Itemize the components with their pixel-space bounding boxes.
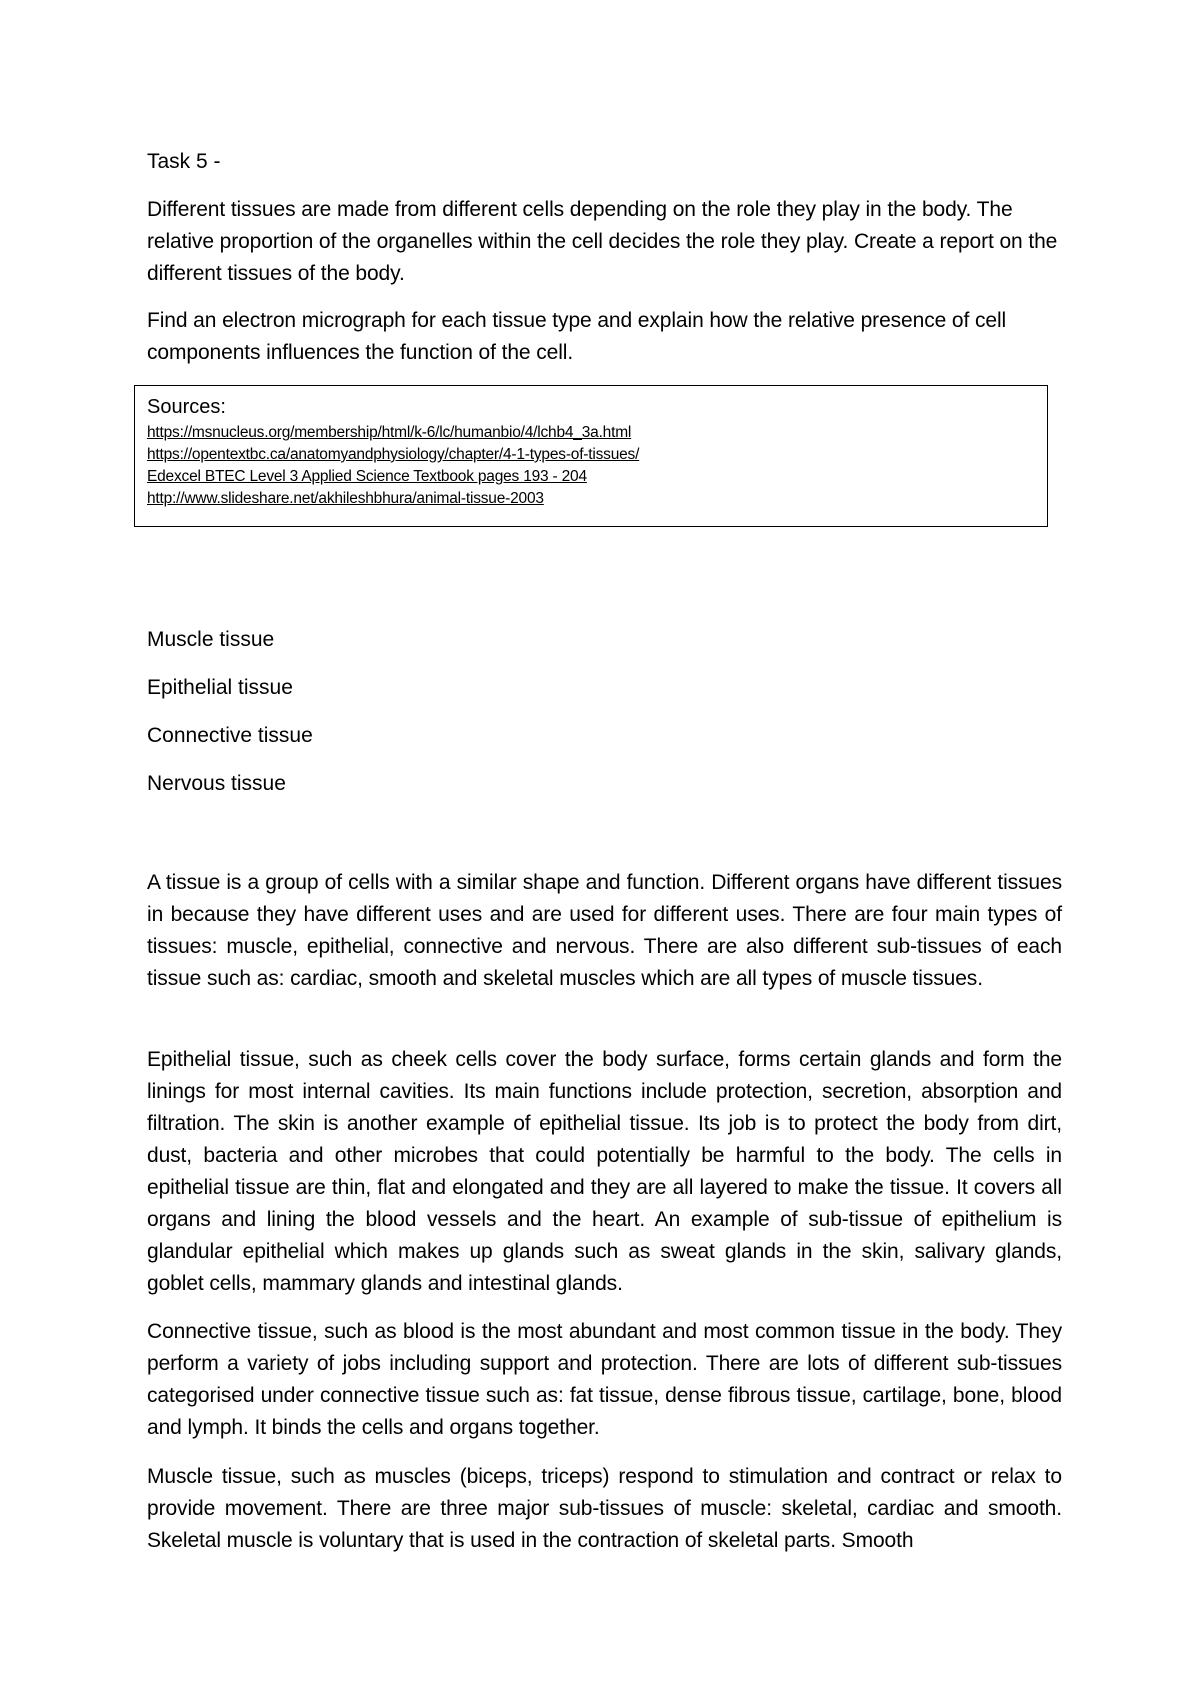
intro-paragraph-2: Find an electron micrograph for each tissue type and explain how the relative presence of cell components influences the function of the cell.	[147, 309, 1007, 364]
sources-box	[134, 385, 1048, 527]
tissue-list	[147, 626, 313, 818]
tissue-list-item-muscle: Muscle tissue	[147, 628, 275, 651]
tissue-list-item-epithelial: Epithelial tissue	[147, 676, 293, 699]
body-paragraph-connective: Connective tissue, such as blood is the most abundant and most common tissue in the body. They perform a variety of jobs including support and protection. There are lots of different sub-tissues categorised under connective tissue such as: fat tissue, dense fibrous tissue, cartilage, bone, blood and lymph. It binds the cells and organs together.	[147, 1320, 1062, 1439]
source-link-msnucleus[interactable]: https://msnucleus.org/membership/html/k-6/lc/humanbio/4/lchb4_3a.html	[147, 424, 632, 441]
sources-heading: Sources:	[147, 396, 226, 418]
source-link-opentextbc[interactable]: https://opentextbc.ca/anatomyandphysiology/chapter/4-1-types-of-tissues/	[147, 446, 640, 463]
intro-paragraph-1: Different tissues are made from different cells depending on the role they play in the body. The relative proportion of the organelles within the cell decides the role they play. Create a report on the different tissues of the body.	[147, 198, 1058, 285]
body-paragraph-epithelial: Epithelial tissue, such as cheek cells cover the body surface, forms certain glands and form the linings for most internal cavities. Its main functions include protection, secretion, absorption and filtration. The skin is another example of epithelial tissue. Its job is to protect the body from dirt, dust, bacteria and other microbes that could potentially be harmful to the body. The cells in epithelial tissue are thin, flat and elongated and they are all layered to make the tissue. It covers all organs and lining the blood vessels and the heart. An example of sub-tissue of epithelium is glandular epithelial which makes up glands such as sweat glands in the skin, salivary glands, goblet cells, mammary glands and intestinal glands.	[147, 1048, 1062, 1295]
task-title: Task 5 -	[147, 150, 221, 173]
tissue-list-item-connective: Connective tissue	[147, 724, 313, 747]
body-paragraph-tissue-definition: A tissue is a group of cells with a similar shape and function. Different organs have different tissues in because they have different uses and are used for different uses. There are four main types of tissues: muscle, epithelial, connective and nervous. There are also different sub-tissues of each tissue such as: cardiac, smooth and skeletal muscles which are all types of muscle tissues.	[147, 871, 1062, 990]
body-paragraph-muscle: Muscle tissue, such as muscles (biceps, triceps) respond to stimulation and contract or relax to provide movement. There are three major sub-tissues of muscle: skeletal, cardiac and smooth. Skeletal muscle is voluntary that is used in the contraction of skeletal parts. Smooth	[147, 1465, 1062, 1552]
source-link-edexcel-textbook[interactable]: Edexcel BTEC Level 3 Applied Science Textbook pages 193 - 204	[147, 468, 587, 485]
source-link-slideshare[interactable]: http://www.slideshare.net/akhileshbhura/animal-tissue-2003	[147, 490, 544, 507]
tissue-list-item-nervous: Nervous tissue	[147, 772, 286, 795]
